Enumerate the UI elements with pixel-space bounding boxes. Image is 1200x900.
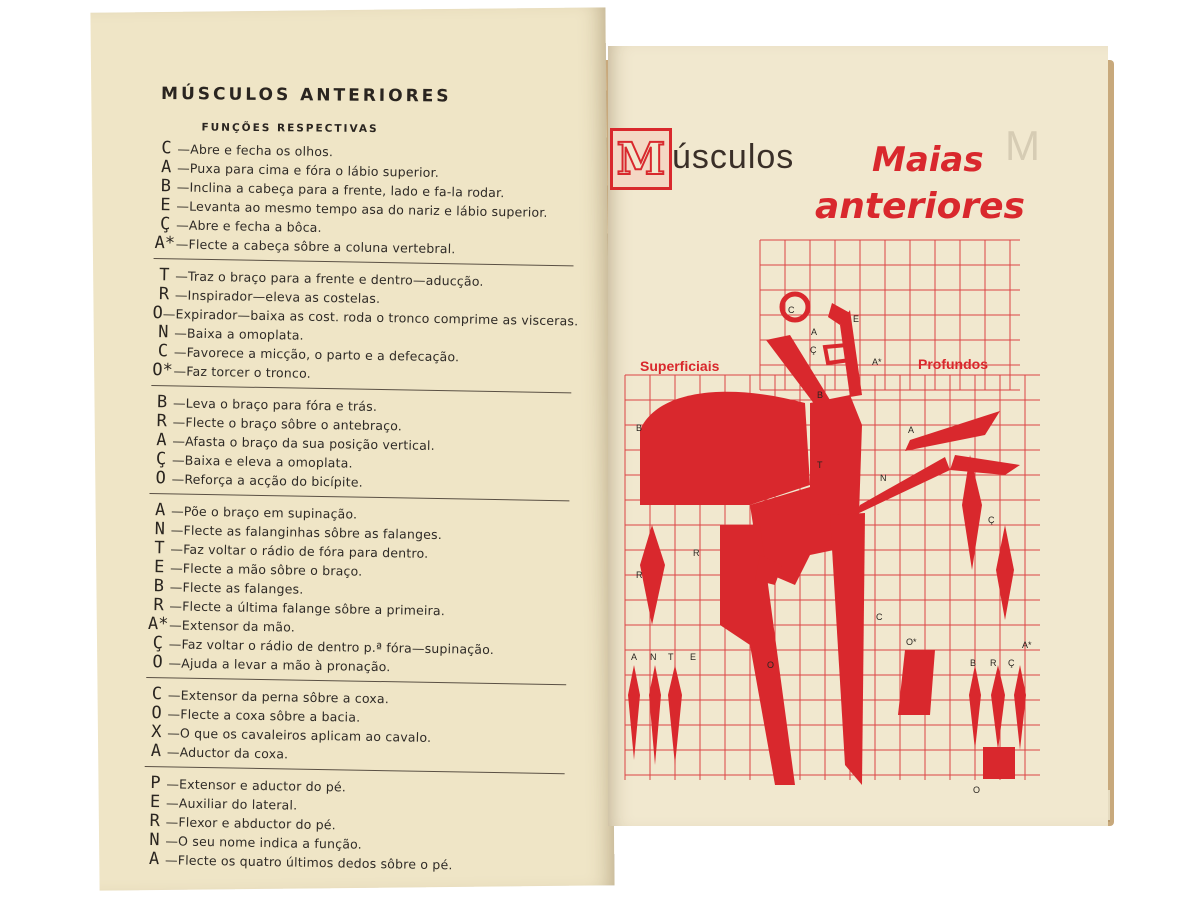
- figure-letter: E: [853, 314, 860, 324]
- right-page-title-red-2: anteriores: [815, 186, 1025, 227]
- muscle-function: —Baixa a omoplata.: [174, 325, 304, 343]
- muscle-function: —Flecte as falanginhas sôbre as falanges.: [170, 522, 443, 543]
- decorative-capital-box: [610, 128, 672, 190]
- figure-shapes: [628, 294, 1026, 785]
- muscle-function: —Flecte a coxa sôbre a bacia.: [167, 706, 361, 725]
- muscle-function: —Flecte os quatro últimos dedos sôbre o pé.: [164, 852, 453, 873]
- muscle-letter: A*: [154, 233, 176, 254]
- figure-letter: R: [693, 548, 700, 558]
- muscle-group-perna: [143, 771, 565, 881]
- muscle-function: —Faz voltar o rádio de fóra para dentro.: [170, 541, 429, 561]
- muscle-function: —Flecte a última falange sôbre a primeira.: [169, 598, 446, 619]
- muscle-function: —Traz o braço para a frente e dentro—aducção.: [175, 268, 484, 289]
- muscle-letter: N: [157, 322, 169, 343]
- muscle-function: —O seu nome indica a função.: [165, 833, 363, 852]
- figure-letter: N: [650, 652, 657, 662]
- muscle-letter: Ç: [155, 449, 167, 470]
- muscle-function: —Flexor e abductor do pé.: [165, 814, 337, 833]
- muscle-letter: A*: [147, 613, 169, 635]
- left-page: [90, 7, 614, 890]
- muscle-function: —Extensor e aductor do pé.: [166, 776, 347, 795]
- muscle-letter: C: [151, 684, 163, 705]
- muscle-function: —Faz torcer o tronco.: [173, 363, 311, 381]
- muscle-letter: B: [153, 576, 165, 597]
- muscle-figure-diagram: [600, 225, 1100, 795]
- label-profundos: Profundos: [918, 356, 988, 372]
- figure-letter: O*: [906, 637, 917, 647]
- muscle-function: —O que os cavaleiros aplicam ao cavalo.: [167, 725, 432, 745]
- figure-letter: O: [767, 660, 775, 670]
- muscle-letter: O: [151, 703, 162, 724]
- figure-letter: T: [817, 460, 823, 470]
- muscle-function: —Auxiliar do lateral.: [165, 795, 298, 813]
- figure-letter: A: [631, 652, 638, 662]
- figure-letter: A: [811, 327, 818, 337]
- figure-letter: N: [880, 473, 887, 483]
- muscle-letter: C: [161, 138, 172, 159]
- figure-letter: B: [817, 390, 824, 400]
- muscle-letter: O: [152, 303, 164, 324]
- muscle-letter: N: [149, 830, 160, 851]
- muscle-letter: Ç: [152, 633, 164, 654]
- left-page-title: MÚSCULOS ANTERIORES: [160, 83, 452, 107]
- muscle-function: —Extensor da mão.: [169, 617, 296, 635]
- left-page-subtitle: FUNÇÕES RESPECTIVAS: [201, 121, 379, 136]
- decorative-capital: M: [616, 133, 666, 185]
- muscle-letter: O: [155, 468, 167, 489]
- muscle-function: —Abre e fecha a bôca.: [176, 217, 322, 235]
- muscle-group-antebraco: [146, 498, 569, 685]
- muscle-group-cabeca: [154, 136, 576, 266]
- muscle-function: —Levanta ao mesmo tempo asa do nariz e lábio superior.: [176, 198, 548, 220]
- muscle-letter: B: [160, 176, 172, 197]
- label-superficiais: Superficiais: [640, 358, 720, 374]
- muscle-group-braco: [149, 390, 571, 501]
- figure-letter: B: [970, 658, 977, 668]
- muscle-letter: T: [154, 538, 165, 559]
- muscle-letter: C: [157, 341, 169, 362]
- muscle-letter: T: [158, 265, 170, 286]
- figure-letter: A*: [872, 357, 882, 367]
- figure-letter: C: [788, 305, 795, 315]
- muscle-group-tronco: [151, 263, 579, 393]
- muscle-letter: A: [148, 849, 160, 870]
- muscle-letter: R: [149, 811, 161, 832]
- muscle-function: —Baixa e eleva a omoplata.: [171, 452, 353, 471]
- muscle-letter: R: [158, 284, 170, 305]
- muscle-letter: A: [160, 157, 172, 178]
- figure-letter: Ç: [988, 515, 995, 525]
- muscle-letter: R: [156, 411, 168, 432]
- muscle-letter: A: [154, 500, 166, 521]
- muscle-letter: P: [150, 773, 161, 794]
- muscle-function: —Afasta o braço da sua posição vertical.: [172, 433, 435, 453]
- muscle-letter: R: [153, 595, 164, 616]
- muscle-function: —Flecte o braço sôbre o antebraço.: [172, 414, 403, 434]
- muscle-function: —Leva o braço para fóra e trás.: [172, 395, 378, 414]
- muscle-function: —Põe o braço em supinação.: [171, 503, 358, 522]
- muscle-function: —Ajuda a levar a mão à pronação.: [168, 655, 391, 675]
- muscle-letter: E: [149, 792, 161, 813]
- muscle-letter: O*: [152, 360, 174, 381]
- right-page-title-red-1: Maias: [872, 140, 984, 180]
- ghost-letter: M: [1005, 122, 1040, 169]
- muscle-function: —Aductor da coxa.: [166, 744, 289, 762]
- right-page-title: úsculos: [672, 138, 795, 176]
- muscle-letter: A: [156, 430, 167, 451]
- muscle-letter: E: [153, 557, 165, 578]
- figure-letter: B: [636, 423, 643, 433]
- muscle-letter: E: [160, 195, 171, 216]
- muscle-function: —Puxa para cima e fóra o lábio superior.: [177, 160, 440, 180]
- muscle-function: —Flecte a cabeça sôbre a coluna vertebral.: [175, 236, 456, 257]
- muscle-letter: B: [156, 392, 168, 413]
- muscle-function: —Flecte as falanges.: [169, 579, 304, 597]
- muscle-group-coxa: [145, 682, 566, 774]
- figure-letter: Ç: [810, 345, 817, 355]
- muscle-function-list: [143, 136, 579, 885]
- muscle-function: —Inspirador—eleva as costelas.: [174, 287, 381, 306]
- figure-letter: T: [668, 652, 674, 662]
- muscle-function: —Inclina a cabeça para a frente, lado e fa-la rodar.: [176, 179, 505, 201]
- muscle-letter: Ç: [159, 214, 171, 235]
- muscle-letter: A: [150, 741, 162, 762]
- muscle-function: —Expirador—baixa as cost. roda o tronco comprime as visceras.: [162, 306, 579, 329]
- muscle-function: —Favorece a micção, o parto e a defecação.: [173, 344, 460, 365]
- muscle-function: —Flecte a mão sôbre o braço.: [170, 560, 363, 579]
- muscle-function: —Abre e fecha os olhos.: [177, 141, 334, 160]
- figure-letter: Ç: [1008, 658, 1015, 668]
- muscle-function: —Extensor da perna sôbre a coxa.: [167, 687, 390, 707]
- figure-letter: E: [690, 652, 697, 662]
- figure-letter: O: [973, 785, 981, 795]
- muscle-letter: O: [152, 652, 163, 673]
- muscle-function: —Reforça a acção do bicípite.: [171, 471, 363, 490]
- figure-letter: C: [876, 612, 883, 622]
- figure-letter: A*: [1022, 640, 1032, 650]
- muscle-letter: N: [154, 519, 166, 540]
- figure-letter: A: [908, 425, 915, 435]
- figure-letter: R: [990, 658, 997, 668]
- muscle-function: —Faz voltar o rádio de dentro p.ª fóra—supinação.: [168, 636, 495, 658]
- muscle-letter: X: [151, 722, 162, 743]
- figure-letter: R: [636, 570, 643, 580]
